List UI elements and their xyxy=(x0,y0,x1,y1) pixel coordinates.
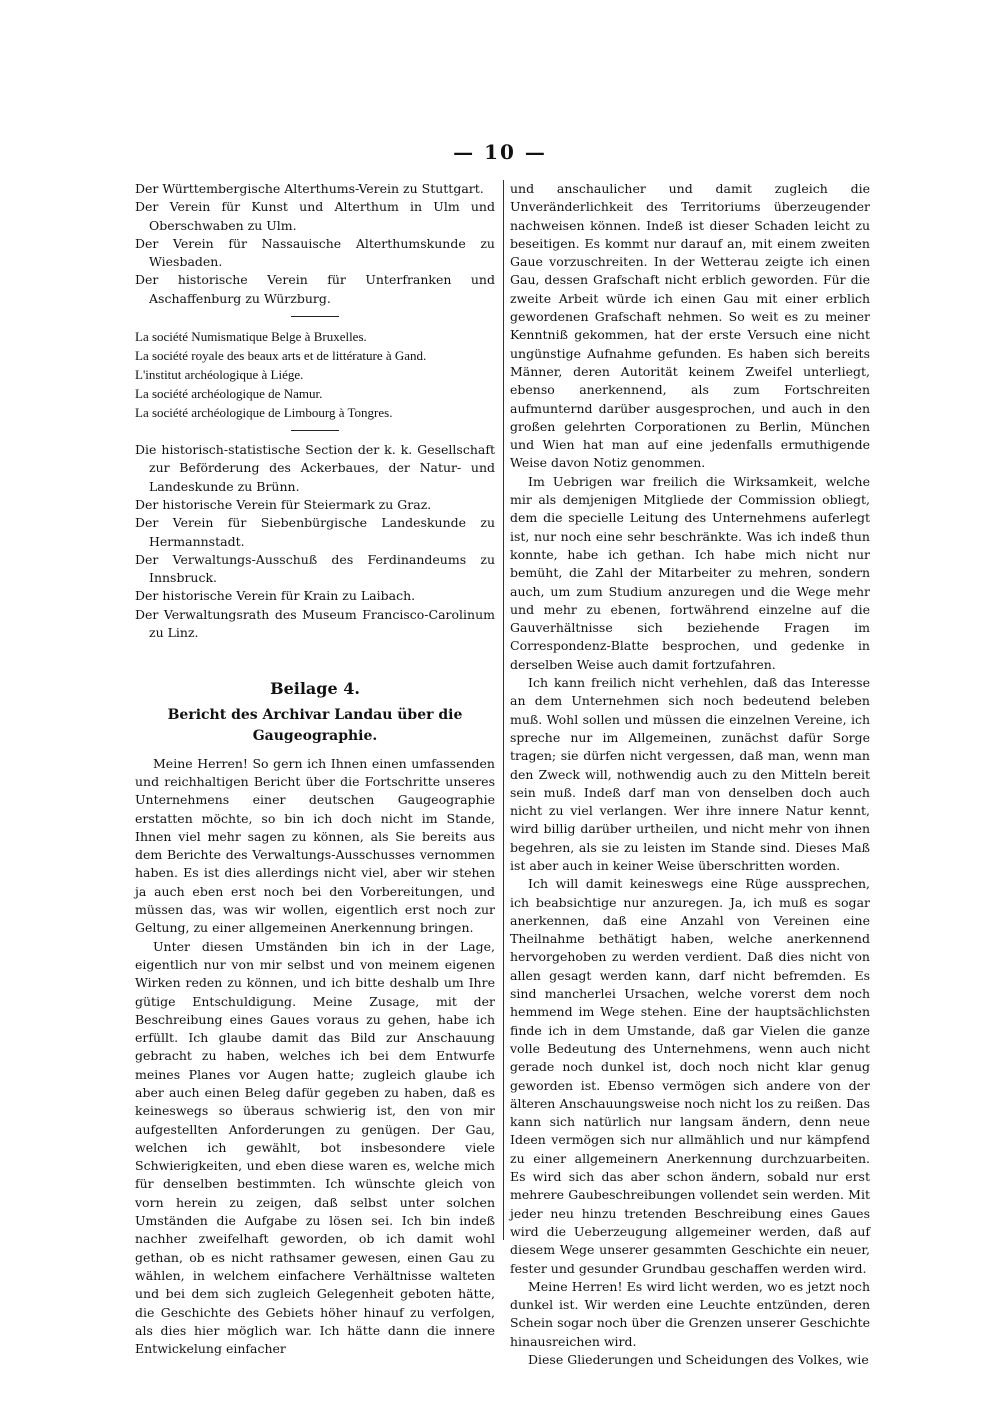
society-list-german xyxy=(135,180,495,308)
list-item: L'institut archéologique à Liége. xyxy=(135,367,304,383)
society-list-belgian xyxy=(135,327,495,422)
body-paragraph: Diese Gliederungen und Scheidungen des Volkes, wie xyxy=(528,1352,869,1367)
list-item: Der historische Verein für Steiermark zu Graz. xyxy=(135,496,432,512)
list-item: Der Verein für Nassauische Alterthumskunde zu Wiesbaden. xyxy=(135,235,495,270)
section-subheading: Bericht des Archivar Landau über die Gaugeographie. xyxy=(167,706,463,744)
list-item: Der Württembergische Alterthums-Verein zu Stuttgart. xyxy=(135,181,484,196)
list-item: La société Numismatique Belge à Bruxelles. xyxy=(135,329,367,345)
list-item: La société archéologique de Limbourg à Tongres. xyxy=(135,405,393,421)
body-paragraph: Meine Herren! Es wird licht werden, wo es jetzt noch dunkel ist. Wir werden eine Leuchte entzünden, deren Schein sogar noch über die Grenzen unserer Geschichte hinausreichen wird. xyxy=(510,1278,870,1349)
page-number: — 10 — xyxy=(453,140,547,164)
list-item: Der historische Verein für Unterfranken und Aschaffenburg zu Würzburg. xyxy=(135,272,495,306)
society-list-austrian xyxy=(135,441,495,642)
list-item: Der Verwaltungsrath des Museum Francisco-Carolinum zu Linz. xyxy=(135,606,495,641)
separator-rule xyxy=(291,430,339,431)
right-column xyxy=(510,180,870,1369)
list-item: Die historisch-statistische Section der k. k. Gesellschaft zur Beförderung des Ackerbaues, der Natur- und Landeskunde zu Brünn. xyxy=(135,442,495,494)
list-item: Der Verein für Siebenbürgische Landeskunde zu Hermannstadt. xyxy=(135,515,495,549)
list-item: La société royale des beaux arts et de littérature à Gand. xyxy=(135,348,427,364)
list-item: La société archéologique de Namur. xyxy=(135,386,323,402)
body-paragraph: und anschaulicher und damit zugleich die Unveränderlichkeit des Territoriums überzeugender nachweisen können. Indeß ist dieser Schaden leicht zu beseitigen. Es kommt nur darauf an, mit einem zweiten Gaue vorzuschreiten. In der Wetterau zeigte ich einen Gau, dessen Grafschaft nicht erblich geworden. Für die zweite Arbeit würde ich einen Gau mit einer erblich gewordenen Grafschaft nehmen. So weit es zu meiner Kenntniß gekommen, hat der erste Versuch eine nicht ungünstige Aufnahme gefunden. Es haben sich bereits Männer, deren Autorität keinem Zweifel unterliegt, ebenso anerkennend, als zum Fortschreiten aufmunternd darüber ausgesprochen, und auch in den großen gelehrten Corporationen zu Berlin, München und Wien hat man auf eine jedenfalls ermuthigende Weise davon Notiz genommen. xyxy=(510,181,870,471)
body-paragraph: Unter diesen Umständen bin ich in der Lage, eigentlich nur von mir selbst und von meinem eigenen Wirken reden zu können, und ich bitte deshalb um Ihre gütige Entschuldigung. Meine Zusage, mit der Beschreibung eines Gaues voraus zu gehen, habe ich erfüllt. Ich glaube damit das Bild zur Anschauung gebracht zu haben, welches ich bei dem Entwurfe meines Planes vor Augen hatte; zugleich glaube ich aber auch einen Beleg dafür gegeben zu haben, daß es keineswegs so überaus schwierig ist, den von mir aufgestellten Anforderungen zu genügen. Der Gau, welchen ich gewählt, bot insbesondere viele Schwierigkeiten, und eben diese waren es, welche mich für denselben bestimmten. Ich wünschte gleich von vorn herein zu zeigen, daß selbst unter solchen Umständen die Aufgabe zu lösen sei. Ich bin indeß nachher zweifelhaft geworden, ob ich damit wohl gethan, ob es nicht rathsamer gewesen, einen Gau zu wählen, in welchem einfachere Verhältnisse walteten und bei dem sich zugleich Gelegenheit geboten hätte, die Geschichte des Gebiets höher hinauf zu verfolgen, als dies hier möglich war. Ich hätte dann die innere Entwickelung einfacher xyxy=(135,938,495,1357)
list-item: Der Verwaltungs-Ausschuß des Ferdinandeums zu Innsbruck. xyxy=(135,551,495,586)
left-column xyxy=(135,180,495,1358)
list-item: Der Verein für Kunst und Alterthum in Ulm und Oberschwaben zu Ulm. xyxy=(135,199,495,233)
body-paragraph: Meine Herren! So gern ich Ihnen einen umfassenden und reichhaltigen Bericht über die Fortschritte unseres Unternehmens einer deutschen Gaugeographie erstatten möchte, so bin ich doch nicht im Stande, Ihnen viel mehr sagen zu können, als Sie bereits aus dem Berichte des Verwaltungs-Ausschusses vernommen haben. Es ist dies allerdings nicht viel, aber wir stehen ja auch eben erst noch bei den Vorbereitungen, und müssen das, was wir wollen, eigentlich erst noch zur Geltung, zu einer allgemeinen Anerkennung bringen. xyxy=(135,755,495,936)
separator-rule xyxy=(291,316,339,317)
body-paragraph: Ich will damit keineswegs eine Rüge aussprechen, ich beabsichtige nur anzuregen. Ja, ich muß es sogar anerkennen, daß eine Anzahl von Vereinen eine Theilnahme bethätigt haben, welche anerkennend hervorgehoben zu werden verdient. Daß dies nicht von allen gesagt werden kann, darf nicht befremden. Es sind mancherlei Ursachen, welche vorerst dem noch hemmend im Wege stehen. Eine der hauptsächlichsten finde ich in dem Umstande, daß gar Vielen die ganze volle Bedeutung des Unternehmens, wenn auch nicht gerade noch dunkel ist, doch noch nicht klar genug geworden ist. Ebenso vermögen sich andere von der älteren Anschauungsweise noch nicht los zu reißen. Das kann sich natürlich nur langsam ändern, denn neue Ideen vermögen sich nur allmählich und nur kämpfend zu einer allgemeinern Anerkennung durchzuarbeiten. Es wird sich das aber schon ändern, sobald nur erst mehrere Gaubeschreibungen vollendet sein werden. Mit jeder neu hinzu tretenden Beschreibung eines Gaues wird die Ueberzeugung allgemeiner werden, daß auf diesem Wege unserer gesammten Geschichte ein neuer, fester und gesunder Grundbau geschaffen werden wird. xyxy=(510,876,870,1276)
section-heading: Beilage 4. xyxy=(270,679,360,699)
body-paragraph: Im Uebrigen war freilich die Wirksamkeit, welche mir als demjenigen Mitgliede der Commission obliegt, dem die specielle Leitung des Unternehmens auferlegt ist, nur noch eine sehr beschränkte. Was ich indeß thun konnte, habe ich gethan. Ich habe mich nicht nur bemüht, die Zahl der Mitarbeiter zu mehren, sondern auch, um zum Studium anzuregen und die Wege mehr und mehr zu ebenen, fortwährend einzelne auf die Gauverhältnisse sich beziehende Fragen im Correspondenz-Blatte besprochen, und gedenke in derselben Weise auch damit fortzufahren. xyxy=(510,473,870,672)
column-divider xyxy=(503,180,504,1240)
list-item: Der historische Verein für Krain zu Laibach. xyxy=(135,588,416,604)
body-paragraph: Ich kann freilich nicht verhehlen, daß das Interesse an dem Unternehmen sich noch bedeutend beleben muß. Wohl sollen und müssen die einzelnen Vereine, ich spreche nur im Allgemeinen, zunächst dafür Sorge tragen; sie dürfen nicht vergessen, daß man, wenn man den Zweck will, nothwendig auch zu den Mitteln bereit sein muß. Indeß darf man von denselben doch auch nicht zu viel verlangen. Wer ihre innere Natur kennt, wird billig darüber urtheilen, und nicht mehr von ihnen begehren, als sie zu leisten im Stande sind. Dieses Maß ist aber auch in keiner Weise überschritten worden. xyxy=(510,675,870,873)
